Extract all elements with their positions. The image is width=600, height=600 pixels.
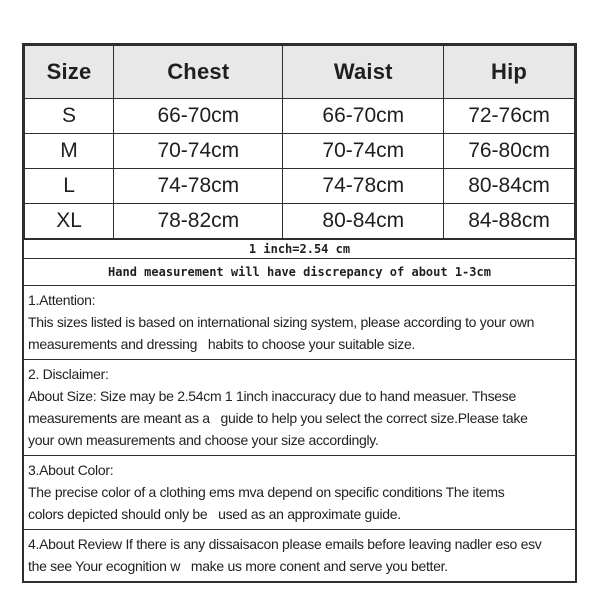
cell-chest: 66-70cm <box>114 99 283 134</box>
note-line: your own measurements and choose your size accordingly. <box>28 432 379 448</box>
conversion-note: 1 inch=2.54 cm <box>24 239 575 258</box>
cell-hip: 76-80cm <box>444 134 575 169</box>
cell-size: XL <box>25 204 114 239</box>
column-header-hip: Hip <box>444 46 575 99</box>
cell-chest: 70-74cm <box>114 134 283 169</box>
note-line: 3.About Color: <box>28 462 114 478</box>
note-line: About Size: Size may be 2.54cm 1 1inch inaccuracy due to hand measuer. Thsese <box>28 388 516 404</box>
note-line: colors depicted should only be used as an approximate guide. <box>28 506 401 522</box>
note-about-review <box>24 529 575 581</box>
note-line: the see Your ecognition w make us more conent and serve you better. <box>28 558 448 574</box>
cell-size: M <box>25 134 114 169</box>
table-row <box>25 99 575 134</box>
cell-size: S <box>25 99 114 134</box>
cell-hip: 84-88cm <box>444 204 575 239</box>
cell-waist: 74-78cm <box>283 169 444 204</box>
cell-waist: 66-70cm <box>283 99 444 134</box>
cell-hip: 72-76cm <box>444 99 575 134</box>
note-attention <box>24 285 575 359</box>
column-header-waist: Waist <box>283 46 444 99</box>
note-line: This sizes listed is based on international sizing system, please according to your own <box>28 314 535 330</box>
note-about-color <box>24 455 575 529</box>
table-row <box>25 169 575 204</box>
cell-waist: 70-74cm <box>283 134 444 169</box>
table-row <box>25 134 575 169</box>
note-line: 4.About Review If there is any dissaisacon please emails before leaving nadler eso esv <box>28 536 542 552</box>
note-line: measurements and dressing habits to choose your suitable size. <box>28 336 416 352</box>
note-line: measurements are meant as a guide to help you select the correct size.Please take <box>28 410 528 426</box>
note-line: The precise color of a clothing ems mva depend on specific conditions The items <box>28 484 505 500</box>
column-header-size: Size <box>25 46 114 99</box>
note-disclaimer <box>24 359 575 455</box>
cell-hip: 80-84cm <box>444 169 575 204</box>
size-chart-sheet <box>22 43 577 583</box>
measurement-note: Hand measurement will have discrepancy of about 1-3cm <box>24 258 575 285</box>
column-header-chest: Chest <box>114 46 283 99</box>
cell-waist: 80-84cm <box>283 204 444 239</box>
table-row <box>25 204 575 239</box>
note-line: 1.Attention: <box>28 292 96 308</box>
cell-chest: 78-82cm <box>114 204 283 239</box>
size-table <box>24 45 575 239</box>
note-line: 2. Disclaimer: <box>28 366 109 382</box>
table-header-row <box>25 46 575 99</box>
cell-size: L <box>25 169 114 204</box>
cell-chest: 74-78cm <box>114 169 283 204</box>
